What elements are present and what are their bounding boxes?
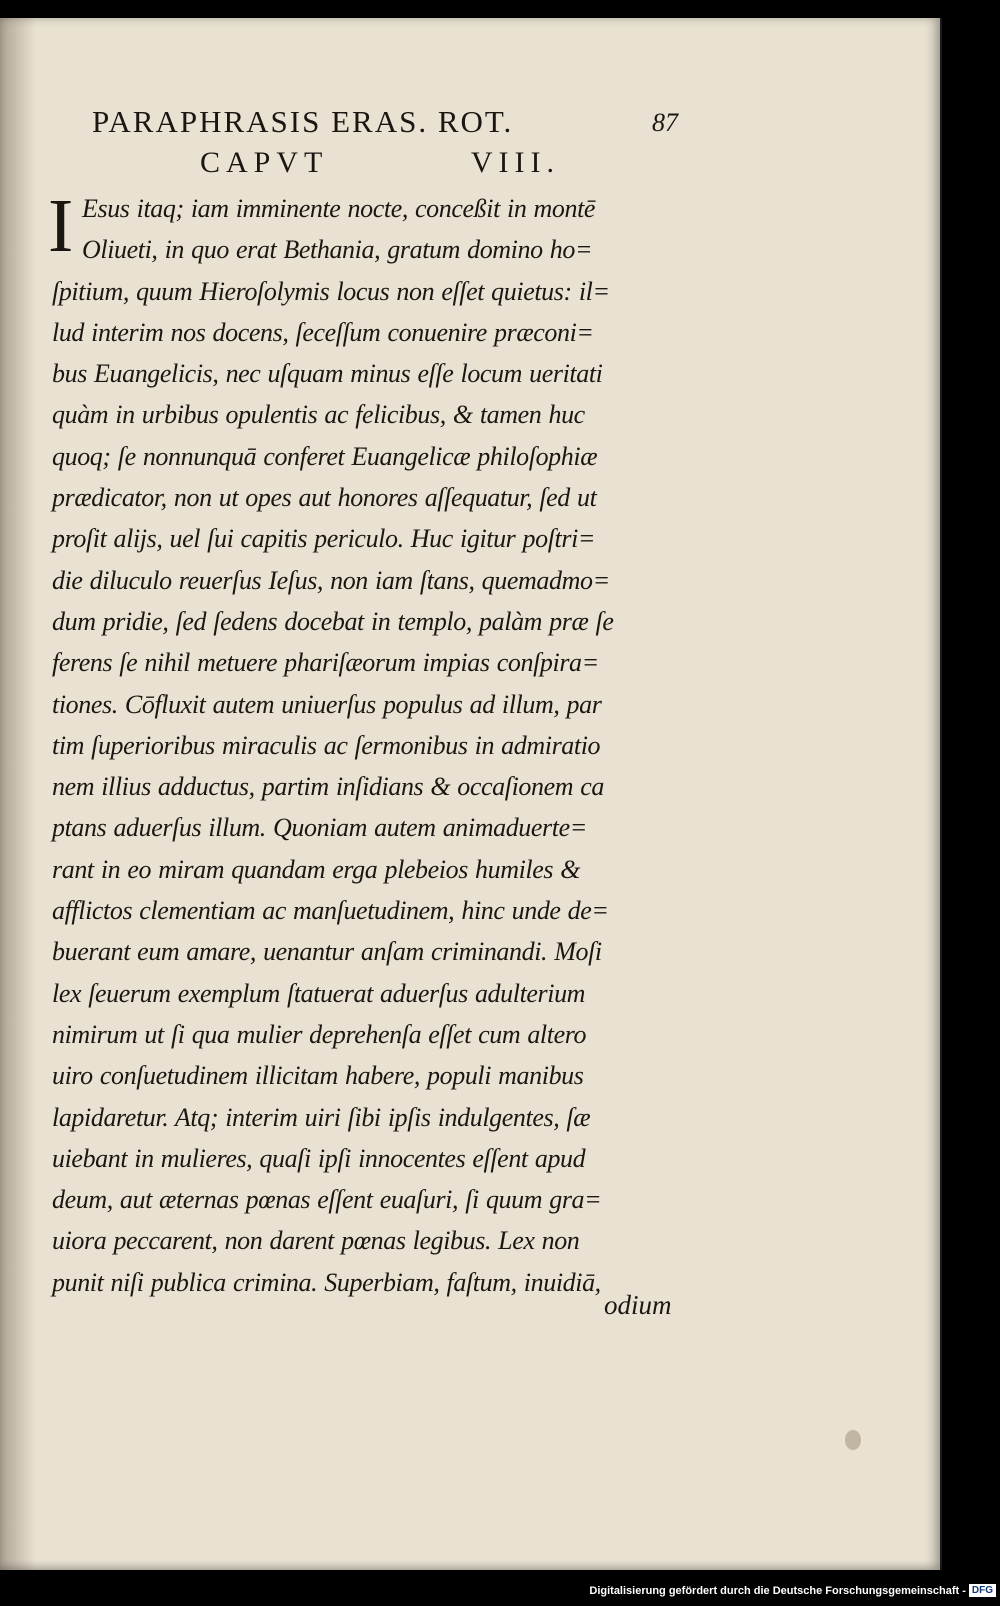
text-line: nimirum ut ſi qua mulier deprehenſa eſſet cum altero xyxy=(52,1019,587,1049)
text-line: afflictos clementiam ac manſuetudinem, hinc unde de= xyxy=(52,896,609,926)
text-line: die diluculo reuerſus Ieſus, non iam ſtans, quemadmo= xyxy=(52,565,610,595)
text-line: ferens ſe nihil metuere phariſæorum impias conſpira= xyxy=(52,648,599,678)
text-line: uiebant in mulieres, quaſi ipſi innocentes eſſent apud xyxy=(52,1143,586,1173)
chapter-number: VIII. xyxy=(470,146,560,179)
credit-text: Digitalisierung gefördert durch die Deutsche Forschungsgemeinschaft - xyxy=(589,1584,966,1597)
dfg-logo[interactable]: DFG xyxy=(969,1584,996,1597)
text-line: punit niſi publica crimina. Superbiam, faſtum, inuidiā, xyxy=(52,1267,601,1297)
text-line: ſpitium, quum Hieroſolymis locus non eſſet quietus: il= xyxy=(52,276,610,306)
text-line: uiora peccarent, non darent pœnas legibus. Lex non xyxy=(52,1226,580,1256)
text-line: nem illius adductus, partim inſidians & occaſionem ca xyxy=(52,772,604,802)
text-line: tiones. Cōfluxit autem uniuerſus populus ad illum, par xyxy=(52,689,602,719)
text-line: lud interim nos docens, ſeceſſum conuenire præconi= xyxy=(52,317,594,347)
page-number: 87 xyxy=(652,108,678,137)
text-line: proſit alijs, uel ſui capitis periculo. Huc igitur poſtri= xyxy=(52,524,596,554)
text-line: lapidaretur. Atq; interim uiri ſibi ipſis indulgentes, ſæ xyxy=(52,1102,591,1132)
text-line: buerant eum amare, uenantur anſam criminandi. Moſi xyxy=(52,937,602,967)
text-line: bus Euangelicis, nec uſquam minus eſſe locum ueritati xyxy=(52,359,603,389)
text-line: rant in eo miram quandam erga plebeios humiles & xyxy=(52,854,581,884)
text-line: deum, aut æternas pœnas eſſent euaſuri, ſi quum gra= xyxy=(52,1185,602,1215)
text-line: Oliueti, in quo erat Bethania, gratum domino ho= xyxy=(82,235,593,265)
paper-stain xyxy=(845,1430,861,1450)
drop-capital: I xyxy=(48,184,74,268)
text-line: uiro conſuetudinem illicitam habere, populi manibus xyxy=(52,1061,584,1091)
text-line: dum pridie, ſed ſedens docebat in templo, palàm præ ſe xyxy=(52,606,614,636)
digitization-credit xyxy=(589,1584,996,1597)
running-head: PARAPHRASIS ERAS. ROT. xyxy=(92,104,514,139)
body-text xyxy=(52,188,702,1303)
text-line: tim ſuperioribus miraculis ac ſermonibus in admiratio xyxy=(52,730,601,760)
text-line: Esus itaq; iam imminente nocte, conceßit in montē xyxy=(82,194,596,223)
gutter-shadow xyxy=(0,18,36,1570)
text-line: ptans aduerſus illum. Quoniam autem animaduerte= xyxy=(52,813,587,843)
catchword: odium xyxy=(604,1290,672,1320)
chapter-heading xyxy=(200,146,560,180)
text-line: lex ſeuerum exemplum ſtatuerat aduerſus adulterium xyxy=(52,978,586,1008)
chapter-label: CAPVT xyxy=(200,146,329,179)
text-line: quàm in urbibus opulentis ac felicibus, & tamen huc xyxy=(52,400,585,430)
text-line: quoq; ſe nonnunquā conferet Euangelicæ philoſophiæ xyxy=(52,441,598,471)
text-line: prædicator, non ut opes aut honores aſſequatur, ſed ut xyxy=(52,483,597,513)
